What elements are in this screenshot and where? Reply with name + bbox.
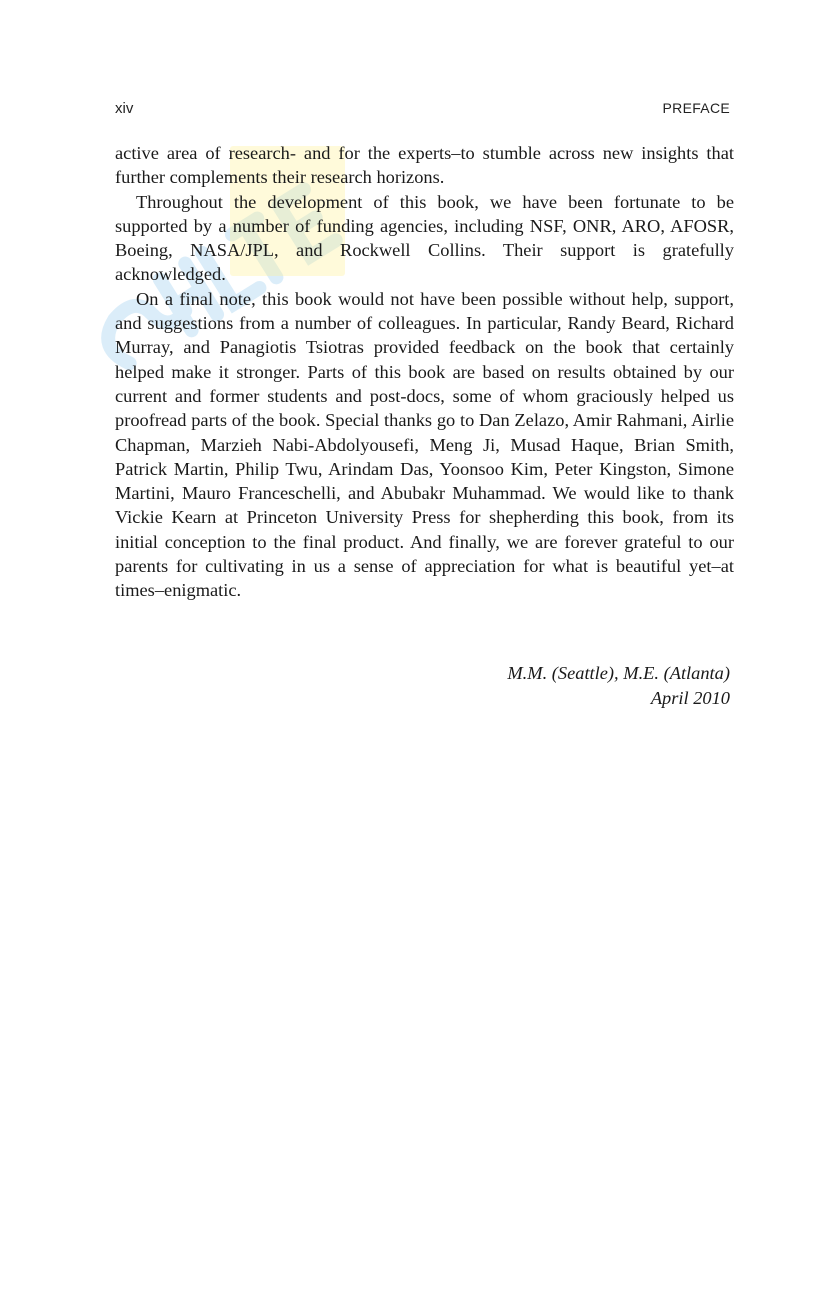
signature-authors: M.M. (Seattle), M.E. (Atlanta)	[507, 663, 730, 683]
signature-block	[330, 661, 730, 710]
signature-date: April 2010	[650, 687, 730, 708]
paragraph-1: active area of research- and for the experts–to stumble across new insights that further complements their research horizons.	[115, 143, 734, 188]
paragraph-2: Throughout the development of this book, we have been fortunate to be supported by a number of funding agencies, including NSF, ONR, ARO, AFOSR, Boeing, NASA/JPL, and Rockwell Collins. Their support is gratefully acknowledged.	[115, 191, 734, 285]
paragraph-3: On a final note, this book would not have been possible without help, support, and suggestions from a number of colleagues. In particular, Randy Beard, Richard Murray, and Panagiotis Tsiotras provided feedback on the book that certainly helped make it stronger. Parts of this book are based on results obtained by our current and former students and post-docs, some of whom graciously helped us proofread parts of the book. Special thanks go to Dan Zelazo, Amir Rahmani, Airlie Chapman, Marzieh Nabi-Abdolyousefi, Meng Ji, Musad Haque, Brian Smith, Patrick Martin, Philip Twu, Arindam Das, Yoonsoo Kim, Peter Kingston, Simone Martini, Mauro Franceschelli, and Abubakr Muhammad. We would like to thank Vickie Kearn at Princeton University Press for shepherding this book, from its initial conception to the final product. And finally, we are forever grateful to our parents for cultivating in us a sense of appreciation for what is beautiful yet–at times–enigmatic.	[115, 288, 734, 601]
section-title: PREFACE	[662, 100, 730, 116]
body-text	[115, 141, 734, 603]
page-number: xiv	[115, 100, 134, 117]
running-head	[115, 100, 730, 122]
